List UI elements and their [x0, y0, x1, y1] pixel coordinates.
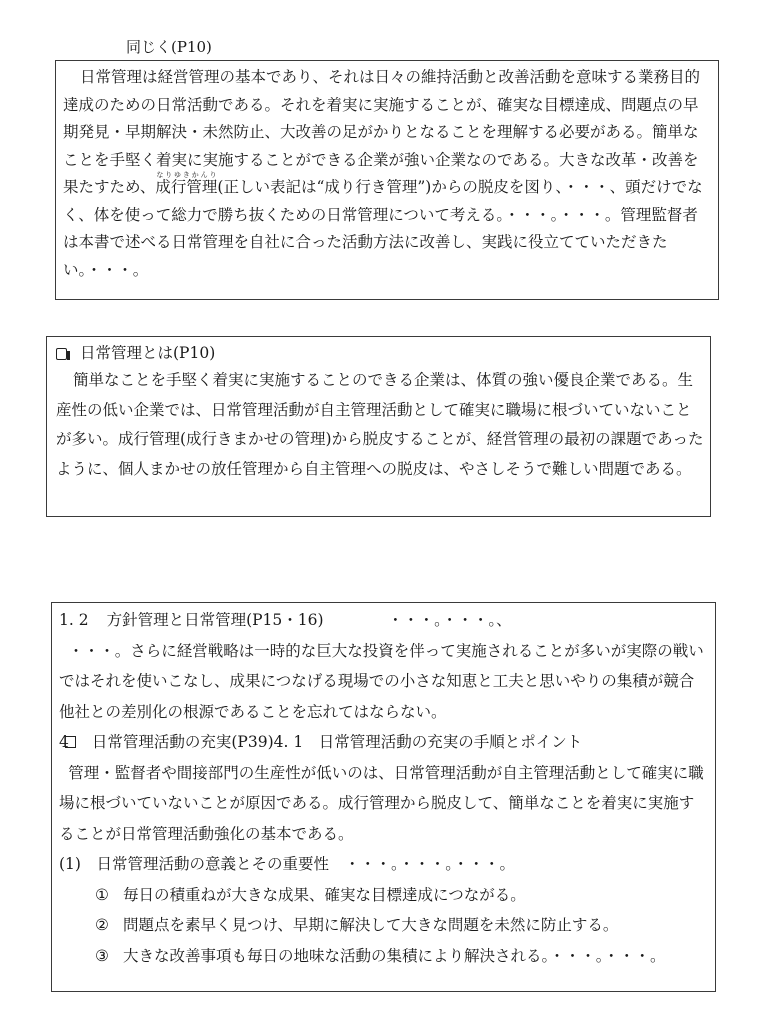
ruby-base: 成行管理 [155, 178, 218, 196]
quote-paragraph-4: 管理・監督者や間接部門の生産性が低いのは、日常管理活動が自主管理活動として確実に職場に根づいていないことが原因である。成行管理から脱皮して、簡単なことを着実に実施することが日常管理活動強化の基本である。 [59, 763, 704, 843]
list-title: (1) 日常管理活動の意義とその重要性 ・・・。・・・。・・・。 [59, 855, 515, 873]
list-item [59, 880, 709, 911]
quote-paragraph-2: 簡単なことを手堅く着実に実施することのできる企業は、体質の強い優良企業である。生産性の低い企業では、日常管理活動が自主管理活動として確実に職場に根づいていないことが多い。成行管理(成行きまかせの管理)から脱皮することが、経営管理の最初の課題であったように、個人まかせの放任管理から自主管理への脱皮は、やさしそうで難しい問題である。 [56, 371, 704, 478]
paragraph-text: 日常管理は経営管理の基本であり、それは日々の維持活動と改善活動を意味する業務目的達成のための日常活動である。それを着実に実施することが、確実な目標達成、問題点の早期発見・早期解決・未然防止、大改善の足がかりとなることを理解する必要がある。簡単なことを手堅く着実に実施することができる企業が強い企業なのである。大きな改革・改善を果たすため、 [63, 68, 701, 196]
quote-paragraph-3: ・・・。さらに経営戦略は一時的な巨大な投資を伴って実施されることが多いが実際の戦いではそれを使いこなし、成果につなげる現場での小さな知恵と工夫と思いやりの集積が競合他社との差別化の根源であることを忘れてはならない。 [59, 641, 704, 721]
item-text: 大きな改善事項も毎日の地味な活動の集積により解決される。・・・。・・・。 [123, 946, 666, 965]
item-text: 問題点を素早く見つけ、早期に解決して大きな問題を未然に防止する。 [123, 916, 619, 934]
ruby-term [155, 171, 218, 196]
section-label: 同じく(P10) [126, 38, 212, 56]
sub-heading-text: 日常管理活動の充実(P39)4. 1 日常管理活動の充実の手順とポイント [91, 733, 583, 751]
quote-box-3 [51, 602, 716, 992]
item-number: ① [95, 885, 109, 904]
sub-number: 4 [59, 733, 69, 751]
section-heading [56, 341, 704, 366]
paragraph-text-cont: (正しい表記は“成り行き管理”)からの脱皮を図り、・・・、頭だけでなく、体を使って総力で勝ち抜くための日常管理について考える。・・・。・・・。管理監督者は本書で述べる日常管理を自社に合った活動方法に改善し、実践に役立てていただきたい。・・・。 [63, 178, 703, 279]
quote-box-2 [46, 336, 711, 517]
ruby-reading: なりゆきかんり [155, 171, 218, 179]
box-bracket-icon [65, 736, 76, 748]
quote-paragraph-1 [63, 64, 712, 284]
heading-text: 日常管理とは(P10) [80, 344, 216, 362]
square-bracket-icon [56, 348, 67, 360]
item-number: ② [95, 916, 109, 934]
item-text: 毎日の積重ねが大きな成果、確実な目標達成につながる。 [123, 885, 526, 904]
item-number: ③ [95, 946, 109, 965]
section-heading-3 [59, 605, 709, 636]
list-item [59, 910, 709, 941]
list-item [59, 941, 709, 972]
sub-heading [59, 727, 709, 758]
heading-text: 方針管理と日常管理(P15・16) [106, 611, 324, 629]
quote-box-1 [55, 60, 719, 300]
heading-ellipsis: ・・・。・・・。、 [387, 611, 512, 629]
section-number: 1. 2 [59, 611, 89, 629]
